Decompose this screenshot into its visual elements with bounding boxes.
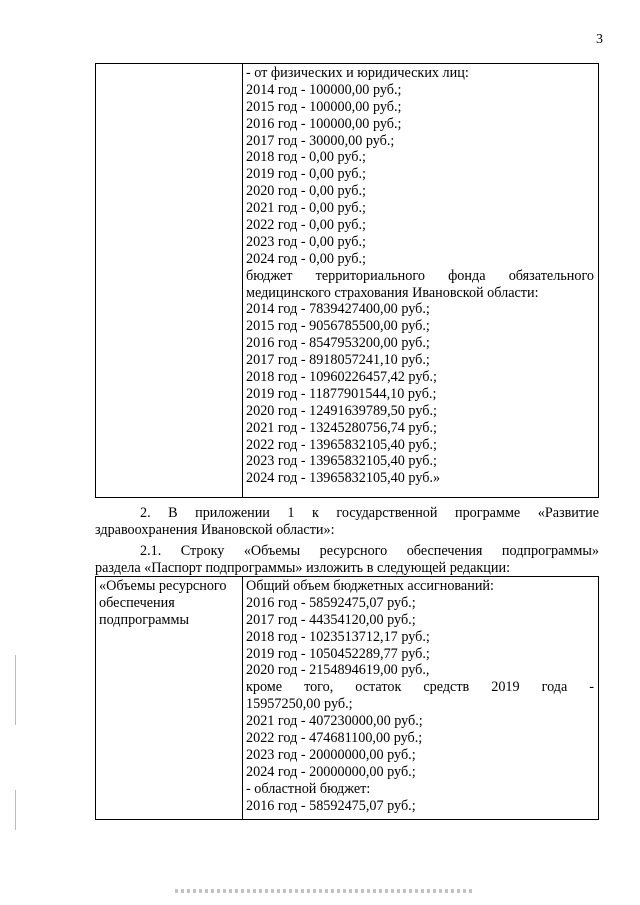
table2-left-line: подпрограммы [99,611,189,628]
table1-left-cell [96,64,243,498]
table2-right-cell [243,577,599,820]
paragraph-item-2-1-line-1: 2.1. Строку «Объемы ресурсного обеспечения подпрограммы» [140,543,599,559]
scan-margin-mark [15,790,16,830]
table1-line: 2015 год - 100000,00 руб.; [246,98,402,115]
table2-line: 15957250,00 руб.; [246,696,353,713]
table1-line: 2024 год - 13965832105,40 руб.» [246,470,441,487]
table1-line: 2020 год - 12491639789,50 руб.; [246,402,437,419]
table2-line: 2017 год - 44354120,00 руб.; [246,611,416,628]
table2-line: 2020 год - 2154894619,00 руб., [246,662,430,679]
table1-right-cell [243,64,599,498]
table2-line: 2023 год - 20000000,00 руб.; [246,746,416,763]
scan-footer-mark [175,889,475,893]
scan-margin-mark [15,655,16,725]
table2-line: Общий объем бюджетных ассигнований: [246,578,494,594]
table2-left-cell [96,577,243,820]
table1-line: 2014 год - 100000,00 руб.; [246,81,402,98]
table1-line: 2023 год - 0,00 руб.; [246,233,367,250]
table1-line: 2018 год - 10960226457,42 руб.; [246,369,437,386]
table1-line: 2020 год - 0,00 руб.; [246,183,367,200]
subprogram-resources-table [95,576,599,820]
table2-line: кроме того, остаток средств 2019 года - [246,679,594,696]
table1-line: - от физических и юридических лиц: [246,65,469,81]
funding-table-continuation [95,63,599,498]
table2-line: 2021 год - 407230000,00 руб.; [246,713,423,730]
table2-line: - областной бюджет: [246,780,371,797]
table1-line: 2021 год - 0,00 руб.; [246,200,367,217]
table1-line: 2019 год - 0,00 руб.; [246,166,367,183]
table2-line: 2016 год - 58592475,07 руб.; [246,797,416,814]
table1-line: 2018 год - 0,00 руб.; [246,149,367,166]
table1-line: медицинского страхования Ивановской области: [246,284,539,301]
table1-line: 2023 год - 13965832105,40 руб.; [246,453,437,470]
table1-line: 2016 год - 8547953200,00 руб.; [246,335,430,352]
paragraph-item-2-1-line-2: раздела «Паспорт подпрограммы» изложить в следующей редакции: [95,560,511,576]
table2-left-line: обеспечения [99,594,175,611]
table1-line: 2017 год - 30000,00 руб.; [246,132,395,149]
table1-line: 2024 год - 0,00 руб.; [246,250,367,267]
table1-line: 2014 год - 7839427400,00 руб.; [246,301,430,318]
paragraph-item-2-line-1: 2. В приложении 1 к государственной программе «Развитие [140,505,599,521]
table2-line: 2018 год - 1023513712,17 руб.; [246,628,430,645]
table1-line: 2017 год - 8918057241,10 руб.; [246,352,430,369]
table2-line: 2022 год - 474681100,00 руб.; [246,730,423,747]
table2-line: 2016 год - 58592475,07 руб.; [246,594,416,611]
table2-line: 2019 год - 1050452289,77 руб.; [246,645,430,662]
table1-line: 2022 год - 0,00 руб.; [246,217,367,234]
table2-line: 2024 год - 20000000,00 руб.; [246,763,416,780]
table1-line: 2016 год - 100000,00 руб.; [246,115,402,132]
table1-line: 2015 год - 9056785500,00 руб.; [246,318,430,335]
table1-line: 2019 год - 11877901544,10 руб.; [246,385,437,402]
table1-line: 2022 год - 13965832105,40 руб.; [246,436,437,453]
page-number: 3 [596,32,603,47]
paragraph-item-2-line-2: здравоохранения Ивановской области»: [95,522,335,538]
table1-line: 2021 год - 13245280756,74 руб.; [246,419,437,436]
table2-left-line: «Объемы ресурсного [99,578,227,594]
table1-line: бюджет территориального фонда обязательного [246,267,594,284]
